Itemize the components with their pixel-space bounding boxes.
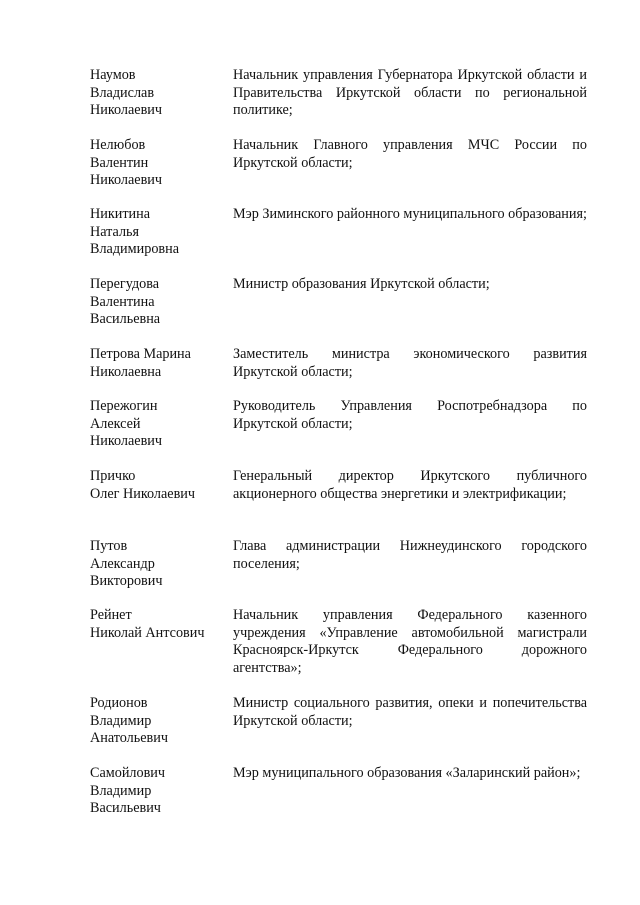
- person-name: [90, 67, 225, 120]
- person-name: [90, 206, 225, 259]
- person-position: Руководитель Управления Роспотребнадзора по Иркутской области;: [233, 398, 587, 432]
- name-line: Владимир: [90, 712, 152, 729]
- name-line: Никитина: [90, 206, 151, 222]
- name-line: Алексей: [90, 415, 141, 432]
- person-position: Мэр Зиминского районного муниципального образования;: [233, 206, 587, 222]
- name-line: Самойлович: [90, 765, 166, 781]
- person-name: [90, 538, 225, 591]
- name-line: Наумов: [90, 67, 136, 83]
- person-position: Начальник управления Губернатора Иркутской области и Правительства Иркутской области по региональной политике;: [233, 67, 587, 118]
- name-line: Николаевна: [90, 363, 162, 380]
- name-line: Причко: [90, 468, 136, 484]
- name-line: Владислав: [90, 84, 155, 101]
- name-line: Валентина: [90, 293, 155, 310]
- person-position: Заместитель министра экономического развития Иркутской области;: [233, 346, 587, 380]
- name-line: Васильевич: [90, 800, 161, 816]
- person-name: [90, 137, 225, 190]
- name-line: Владимир: [90, 782, 152, 799]
- person-position: Министр образования Иркутской области;: [233, 276, 490, 292]
- name-line: Перегудова: [90, 276, 160, 292]
- person-position: Глава администрации Нижнеудинского городского поселения;: [233, 538, 587, 572]
- name-line: Николаевич: [90, 433, 163, 449]
- person-name: [90, 398, 225, 451]
- person-name: [90, 276, 225, 329]
- name-line: Наталья: [90, 223, 140, 240]
- name-line: Васильевна: [90, 311, 161, 327]
- name-line: Путов: [90, 538, 128, 554]
- person-name: [90, 346, 225, 381]
- name-line: Николай Антсович: [90, 624, 205, 641]
- name-line: Пережогин: [90, 398, 158, 414]
- person-position: Начальник Главного управления МЧС России по Иркутской области;: [233, 137, 587, 171]
- person-position: Начальник управления Федерального казенного учреждения «Управление автомобильной магистрали Красноярск-Иркутск Федерального дорожного агентства»;: [233, 607, 587, 676]
- name-line: Анатольевич: [90, 730, 168, 746]
- person-name: [90, 765, 225, 818]
- name-line: Викторович: [90, 573, 163, 589]
- person-name: [90, 695, 225, 748]
- person-position: Мэр муниципального образования «Заларинский район»;: [233, 765, 581, 781]
- name-line: Нелюбов: [90, 137, 146, 153]
- name-line: Родионов: [90, 695, 148, 711]
- name-line: Николаевич: [90, 102, 163, 118]
- name-line: Петрова Марина: [90, 346, 191, 362]
- name-line: Александр: [90, 555, 155, 572]
- person-position: Генеральный директор Иркутского публичного акционерного общества энергетики и электрификации;: [233, 468, 587, 502]
- name-line: Олег Николаевич: [90, 485, 196, 502]
- name-line: Рейнет: [90, 607, 132, 623]
- name-line: Николаевич: [90, 172, 163, 188]
- name-line: Валентин: [90, 154, 149, 171]
- person-name: [90, 607, 225, 642]
- name-line: Владимировна: [90, 241, 179, 257]
- person-name: [90, 468, 225, 503]
- person-position: Министр социального развития, опеки и попечительства Иркутской области;: [233, 695, 587, 729]
